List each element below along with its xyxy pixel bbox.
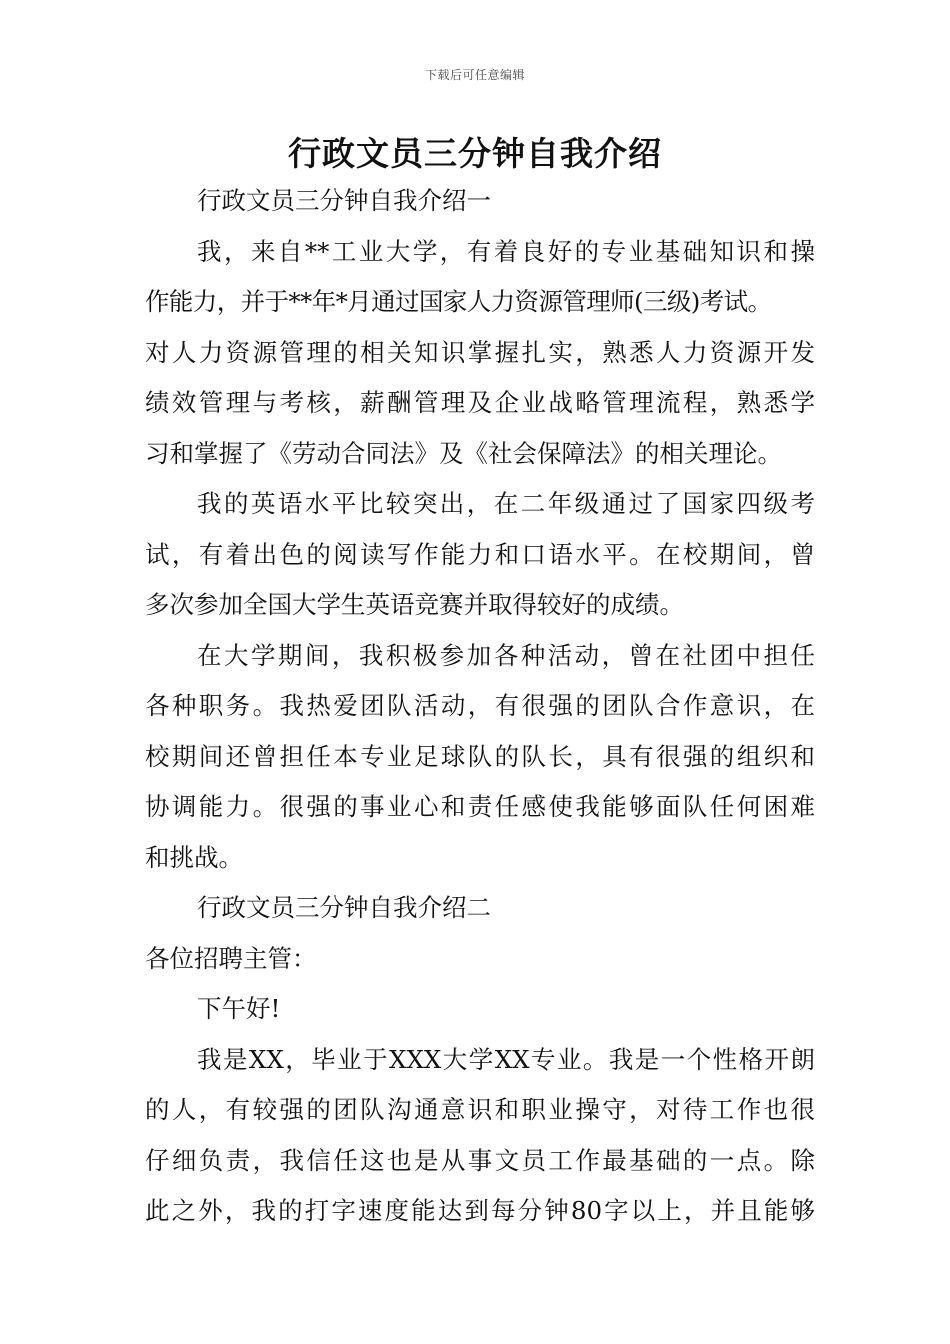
paragraph-line: 我，来自**工业大学，有着良好的专业基础知识和操 <box>197 236 815 266</box>
paragraph-line: 此之外，我的打字速度能达到每分钟80字以上，并且能够 <box>145 1196 815 1225</box>
paragraph-line: 多次参加全国大学生英语竞赛并取得较好的成绩。 <box>145 590 684 619</box>
paragraph-line: 和挑战。 <box>145 842 243 872</box>
salutation-line: 各位招聘主管： <box>145 943 317 973</box>
paragraph-line: 协调能力。很强的事业心和责任感使我能够面队任何困难 <box>145 792 815 821</box>
document-body <box>145 176 815 1237</box>
paragraph-line: 校期间还曾担任本专业足球队的队长，具有很强的组织和 <box>145 741 815 771</box>
paragraph-line: 仔细负责，我信任这也是从事文员工作最基础的一点。除 <box>145 1145 815 1175</box>
paragraph-line: 对人力资源管理的相关知识掌握扎实，熟悉人力资源开发 <box>145 337 815 367</box>
greeting-line: 下午好! <box>197 994 281 1023</box>
paragraph-line: 在大学期间，我积极参加各种活动，曾在社团中担任 <box>197 640 815 670</box>
paragraph-line: 我是XX，毕业于XXX大学XX专业。我是一个性格开朗 <box>197 1044 815 1074</box>
header-watermark: 下载后可任意编辑 <box>424 68 525 82</box>
paragraph-line: 各种职务。我热爱团队活动，有很强的团队合作意识，在 <box>145 691 815 720</box>
document-title: 行政文员三分钟自我介绍 <box>288 134 662 173</box>
paragraph-line: 作能力，并于**年*月通过国家人力资源管理师(三级)考试。 <box>145 287 772 316</box>
section-heading-1: 行政文员三分钟自我介绍一 <box>197 186 491 215</box>
paragraph-line: 试，有着出色的阅读写作能力和口语水平。在校期间，曾 <box>145 539 815 569</box>
paragraph-line: 绩效管理与考核，薪酬管理及企业战略管理流程，熟悉学 <box>145 388 815 417</box>
paragraph-line: 习和掌握了《劳动合同法》及《社会保障法》的相关理论。 <box>145 438 782 468</box>
paragraph-line: 的人，有较强的团队沟通意识和职业操守，对待工作也很 <box>145 1095 815 1124</box>
section-heading-2: 行政文员三分钟自我介绍二 <box>197 893 491 922</box>
paragraph-line: 我的英语水平比较突出，在二年级通过了国家四级考 <box>197 489 815 518</box>
